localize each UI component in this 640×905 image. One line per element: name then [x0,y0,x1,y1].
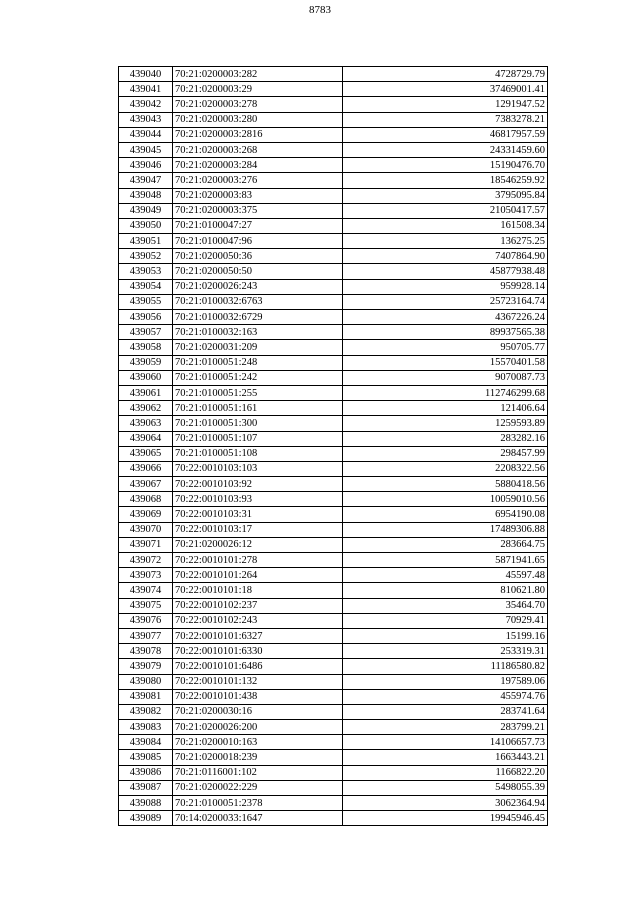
table-row [119,598,548,613]
table-row [119,67,548,82]
cadastral-value: 7407864.90 [343,249,548,264]
cadastral-number: 70:21:0200003:280 [173,112,343,127]
row-number: 439077 [119,628,173,643]
row-number: 439057 [119,325,173,340]
cadastral-value: 197589.06 [343,674,548,689]
table-row [119,218,548,233]
row-number: 439064 [119,431,173,446]
row-number: 439065 [119,446,173,461]
row-number: 439087 [119,780,173,795]
row-number: 439059 [119,355,173,370]
cadastral-number: 70:22:0010102:237 [173,598,343,613]
table-row [119,370,548,385]
cadastral-value: 5498055.39 [343,780,548,795]
cadastral-number: 70:21:0200026:12 [173,537,343,552]
cadastral-number: 70:22:0010101:132 [173,674,343,689]
cadastral-number: 70:21:0200026:243 [173,279,343,294]
cadastral-value: 1259593.89 [343,416,548,431]
cadastral-value: 15199.16 [343,628,548,643]
cadastral-number: 70:22:0010101:6330 [173,644,343,659]
cadastral-value: 455974.76 [343,689,548,704]
row-number: 439044 [119,127,173,142]
cadastral-number: 70:21:0200026:200 [173,720,343,735]
table-row [119,765,548,780]
table-row [119,158,548,173]
cadastral-value: 810621.80 [343,583,548,598]
cadastral-value: 70929.41 [343,613,548,628]
row-number: 439067 [119,477,173,492]
cadastral-number: 70:22:0010103:92 [173,477,343,492]
table-row [119,446,548,461]
table-row [119,203,548,218]
cadastral-number: 70:21:0100032:6763 [173,294,343,309]
row-number: 439086 [119,765,173,780]
row-number: 439045 [119,142,173,157]
table-row [119,112,548,127]
cadastral-value: 5880418.56 [343,477,548,492]
cadastral-value: 5871941.65 [343,553,548,568]
row-number: 439070 [119,522,173,537]
row-number: 439073 [119,568,173,583]
table-row [119,401,548,416]
cadastral-number: 70:22:0010101:6327 [173,628,343,643]
cadastral-number: 70:21:0100032:163 [173,325,343,340]
cadastral-value: 3795095.84 [343,188,548,203]
row-number: 439075 [119,598,173,613]
table-row [119,264,548,279]
table-row [119,142,548,157]
cadastral-number: 70:14:0200033:1647 [173,811,343,826]
row-number: 439089 [119,811,173,826]
cadastral-value: 14106657.73 [343,735,548,750]
cadastral-value: 4728729.79 [343,67,548,82]
row-number: 439054 [119,279,173,294]
row-number: 439060 [119,370,173,385]
row-number: 439088 [119,796,173,811]
cadastral-number: 70:21:0200003:284 [173,158,343,173]
cadastral-number: 70:21:0200050:36 [173,249,343,264]
table-row [119,537,548,552]
cadastral-value: 3062364.94 [343,796,548,811]
row-number: 439053 [119,264,173,279]
row-number: 439080 [119,674,173,689]
cadastral-value: 35464.70 [343,598,548,613]
cadastral-number: 70:22:0010103:17 [173,522,343,537]
table-row [119,234,548,249]
cadastral-number: 70:21:0100047:96 [173,234,343,249]
table-row [119,780,548,795]
cadastral-number: 70:21:0200003:375 [173,203,343,218]
row-number: 439052 [119,249,173,264]
cadastral-value: 7383278.21 [343,112,548,127]
row-number: 439071 [119,537,173,552]
table-row [119,659,548,674]
cadastral-number: 70:22:0010101:264 [173,568,343,583]
row-number: 439056 [119,310,173,325]
row-number: 439078 [119,644,173,659]
cadastral-value: 6954190.08 [343,507,548,522]
cadastral-number: 70:22:0010103:93 [173,492,343,507]
cadastral-value: 283664.75 [343,537,548,552]
cadastral-number: 70:21:0116001:102 [173,765,343,780]
table-row [119,644,548,659]
row-number: 439049 [119,203,173,218]
cadastral-value: 18546259.92 [343,173,548,188]
row-number: 439058 [119,340,173,355]
cadastral-number: 70:22:0010101:18 [173,583,343,598]
cadastral-value: 283282.16 [343,431,548,446]
cadastral-number: 70:22:0010103:31 [173,507,343,522]
cadastral-number: 70:21:0100051:2378 [173,796,343,811]
cadastral-value: 283741.64 [343,704,548,719]
table-row [119,613,548,628]
table-row [119,82,548,97]
table-row [119,628,548,643]
cadastral-number: 70:21:0100032:6729 [173,310,343,325]
cadastral-number: 70:21:0200050:50 [173,264,343,279]
row-number: 439047 [119,173,173,188]
cadastral-value: 1663443.21 [343,750,548,765]
cadastral-value: 298457.99 [343,446,548,461]
cadastral-number: 70:21:0200003:2816 [173,127,343,142]
cadastral-value: 45877938.48 [343,264,548,279]
table-row [119,750,548,765]
cadastral-value: 24331459.60 [343,142,548,157]
table-row [119,689,548,704]
table-row [119,811,548,826]
row-number: 439082 [119,704,173,719]
cadastral-value: 11186580.82 [343,659,548,674]
table-row [119,492,548,507]
table-row [119,173,548,188]
table-row [119,188,548,203]
table-row [119,431,548,446]
cadastral-value: 10059010.56 [343,492,548,507]
cadastral-number: 70:21:0100051:107 [173,431,343,446]
cadastral-value: 89937565.38 [343,325,548,340]
cadastral-value: 37469001.41 [343,82,548,97]
table-row [119,720,548,735]
table-row [119,294,548,309]
table-row [119,796,548,811]
cadastral-value: 283799.21 [343,720,548,735]
cadastral-number: 70:21:0200003:282 [173,67,343,82]
row-number: 439081 [119,689,173,704]
table-row [119,583,548,598]
cadastral-number: 70:22:0010101:438 [173,689,343,704]
cadastral-number: 70:21:0100047:27 [173,218,343,233]
cadastral-number: 70:21:0100051:161 [173,401,343,416]
cadastral-value: 121406.64 [343,401,548,416]
cadastral-number: 70:21:0200018:239 [173,750,343,765]
cadastral-value: 1166822.20 [343,765,548,780]
table-row [119,127,548,142]
cadastral-number: 70:21:0200010:163 [173,735,343,750]
table-row [119,674,548,689]
cadastral-number: 70:21:0200003:278 [173,97,343,112]
table-row [119,340,548,355]
row-number: 439066 [119,461,173,476]
row-number: 439050 [119,218,173,233]
table-row [119,461,548,476]
cadastral-number: 70:21:0200003:83 [173,188,343,203]
cadastral-value: 136275.25 [343,234,548,249]
cadastral-number: 70:21:0200022:229 [173,780,343,795]
table-row [119,477,548,492]
row-number: 439083 [119,720,173,735]
table-row [119,507,548,522]
row-number: 439085 [119,750,173,765]
cadastral-number: 70:21:0200030:16 [173,704,343,719]
cadastral-value: 112746299.68 [343,385,548,400]
row-number: 439040 [119,67,173,82]
table-row [119,416,548,431]
cadastral-number: 70:21:0100051:248 [173,355,343,370]
row-number: 439046 [119,158,173,173]
cadastral-value: 25723164.74 [343,294,548,309]
table-row [119,355,548,370]
row-number: 439051 [119,234,173,249]
table-row [119,568,548,583]
table-row [119,704,548,719]
cadastral-number: 70:21:0100051:300 [173,416,343,431]
row-number: 439063 [119,416,173,431]
row-number: 439072 [119,553,173,568]
cadastral-value: 1291947.52 [343,97,548,112]
cadastral-value: 15570401.58 [343,355,548,370]
row-number: 439076 [119,613,173,628]
row-number: 439041 [119,82,173,97]
cadastral-value: 253319.31 [343,644,548,659]
row-number: 439084 [119,735,173,750]
cadastral-value: 950705.77 [343,340,548,355]
cadastral-value: 959928.14 [343,279,548,294]
row-number: 439048 [119,188,173,203]
cadastral-number: 70:21:0200003:276 [173,173,343,188]
cadastral-value: 19945946.45 [343,811,548,826]
table-row [119,735,548,750]
row-number: 439061 [119,385,173,400]
row-number: 439062 [119,401,173,416]
row-number: 439069 [119,507,173,522]
cadastral-number: 70:21:0200003:268 [173,142,343,157]
row-number: 439043 [119,112,173,127]
table-row [119,279,548,294]
cadastral-value: 21050417.57 [343,203,548,218]
table-row [119,522,548,537]
cadastral-number: 70:22:0010103:103 [173,461,343,476]
cadastral-value: 9070087.73 [343,370,548,385]
cadastral-number: 70:21:0100051:255 [173,385,343,400]
cadastral-number: 70:22:0010101:278 [173,553,343,568]
table-body [119,67,548,826]
cadastral-value: 4367226.24 [343,310,548,325]
cadastral-number: 70:21:0100051:242 [173,370,343,385]
table-row [119,385,548,400]
cadastral-number: 70:22:0010102:243 [173,613,343,628]
cadastral-value: 45597.48 [343,568,548,583]
cadastral-value-table [118,66,548,826]
cadastral-number: 70:21:0100051:108 [173,446,343,461]
table-row [119,553,548,568]
cadastral-value: 161508.34 [343,218,548,233]
cadastral-value: 2208322.56 [343,461,548,476]
row-number: 439074 [119,583,173,598]
row-number: 439042 [119,97,173,112]
cadastral-number: 70:21:0200003:29 [173,82,343,97]
page-number: 8783 [309,4,331,16]
table-row [119,325,548,340]
cadastral-value: 46817957.59 [343,127,548,142]
cadastral-value: 17489306.88 [343,522,548,537]
row-number: 439068 [119,492,173,507]
cadastral-number: 70:21:0200031:209 [173,340,343,355]
table-row [119,97,548,112]
row-number: 439079 [119,659,173,674]
table-row [119,310,548,325]
cadastral-value: 15190476.70 [343,158,548,173]
row-number: 439055 [119,294,173,309]
cadastral-number: 70:22:0010101:6486 [173,659,343,674]
table-row [119,249,548,264]
